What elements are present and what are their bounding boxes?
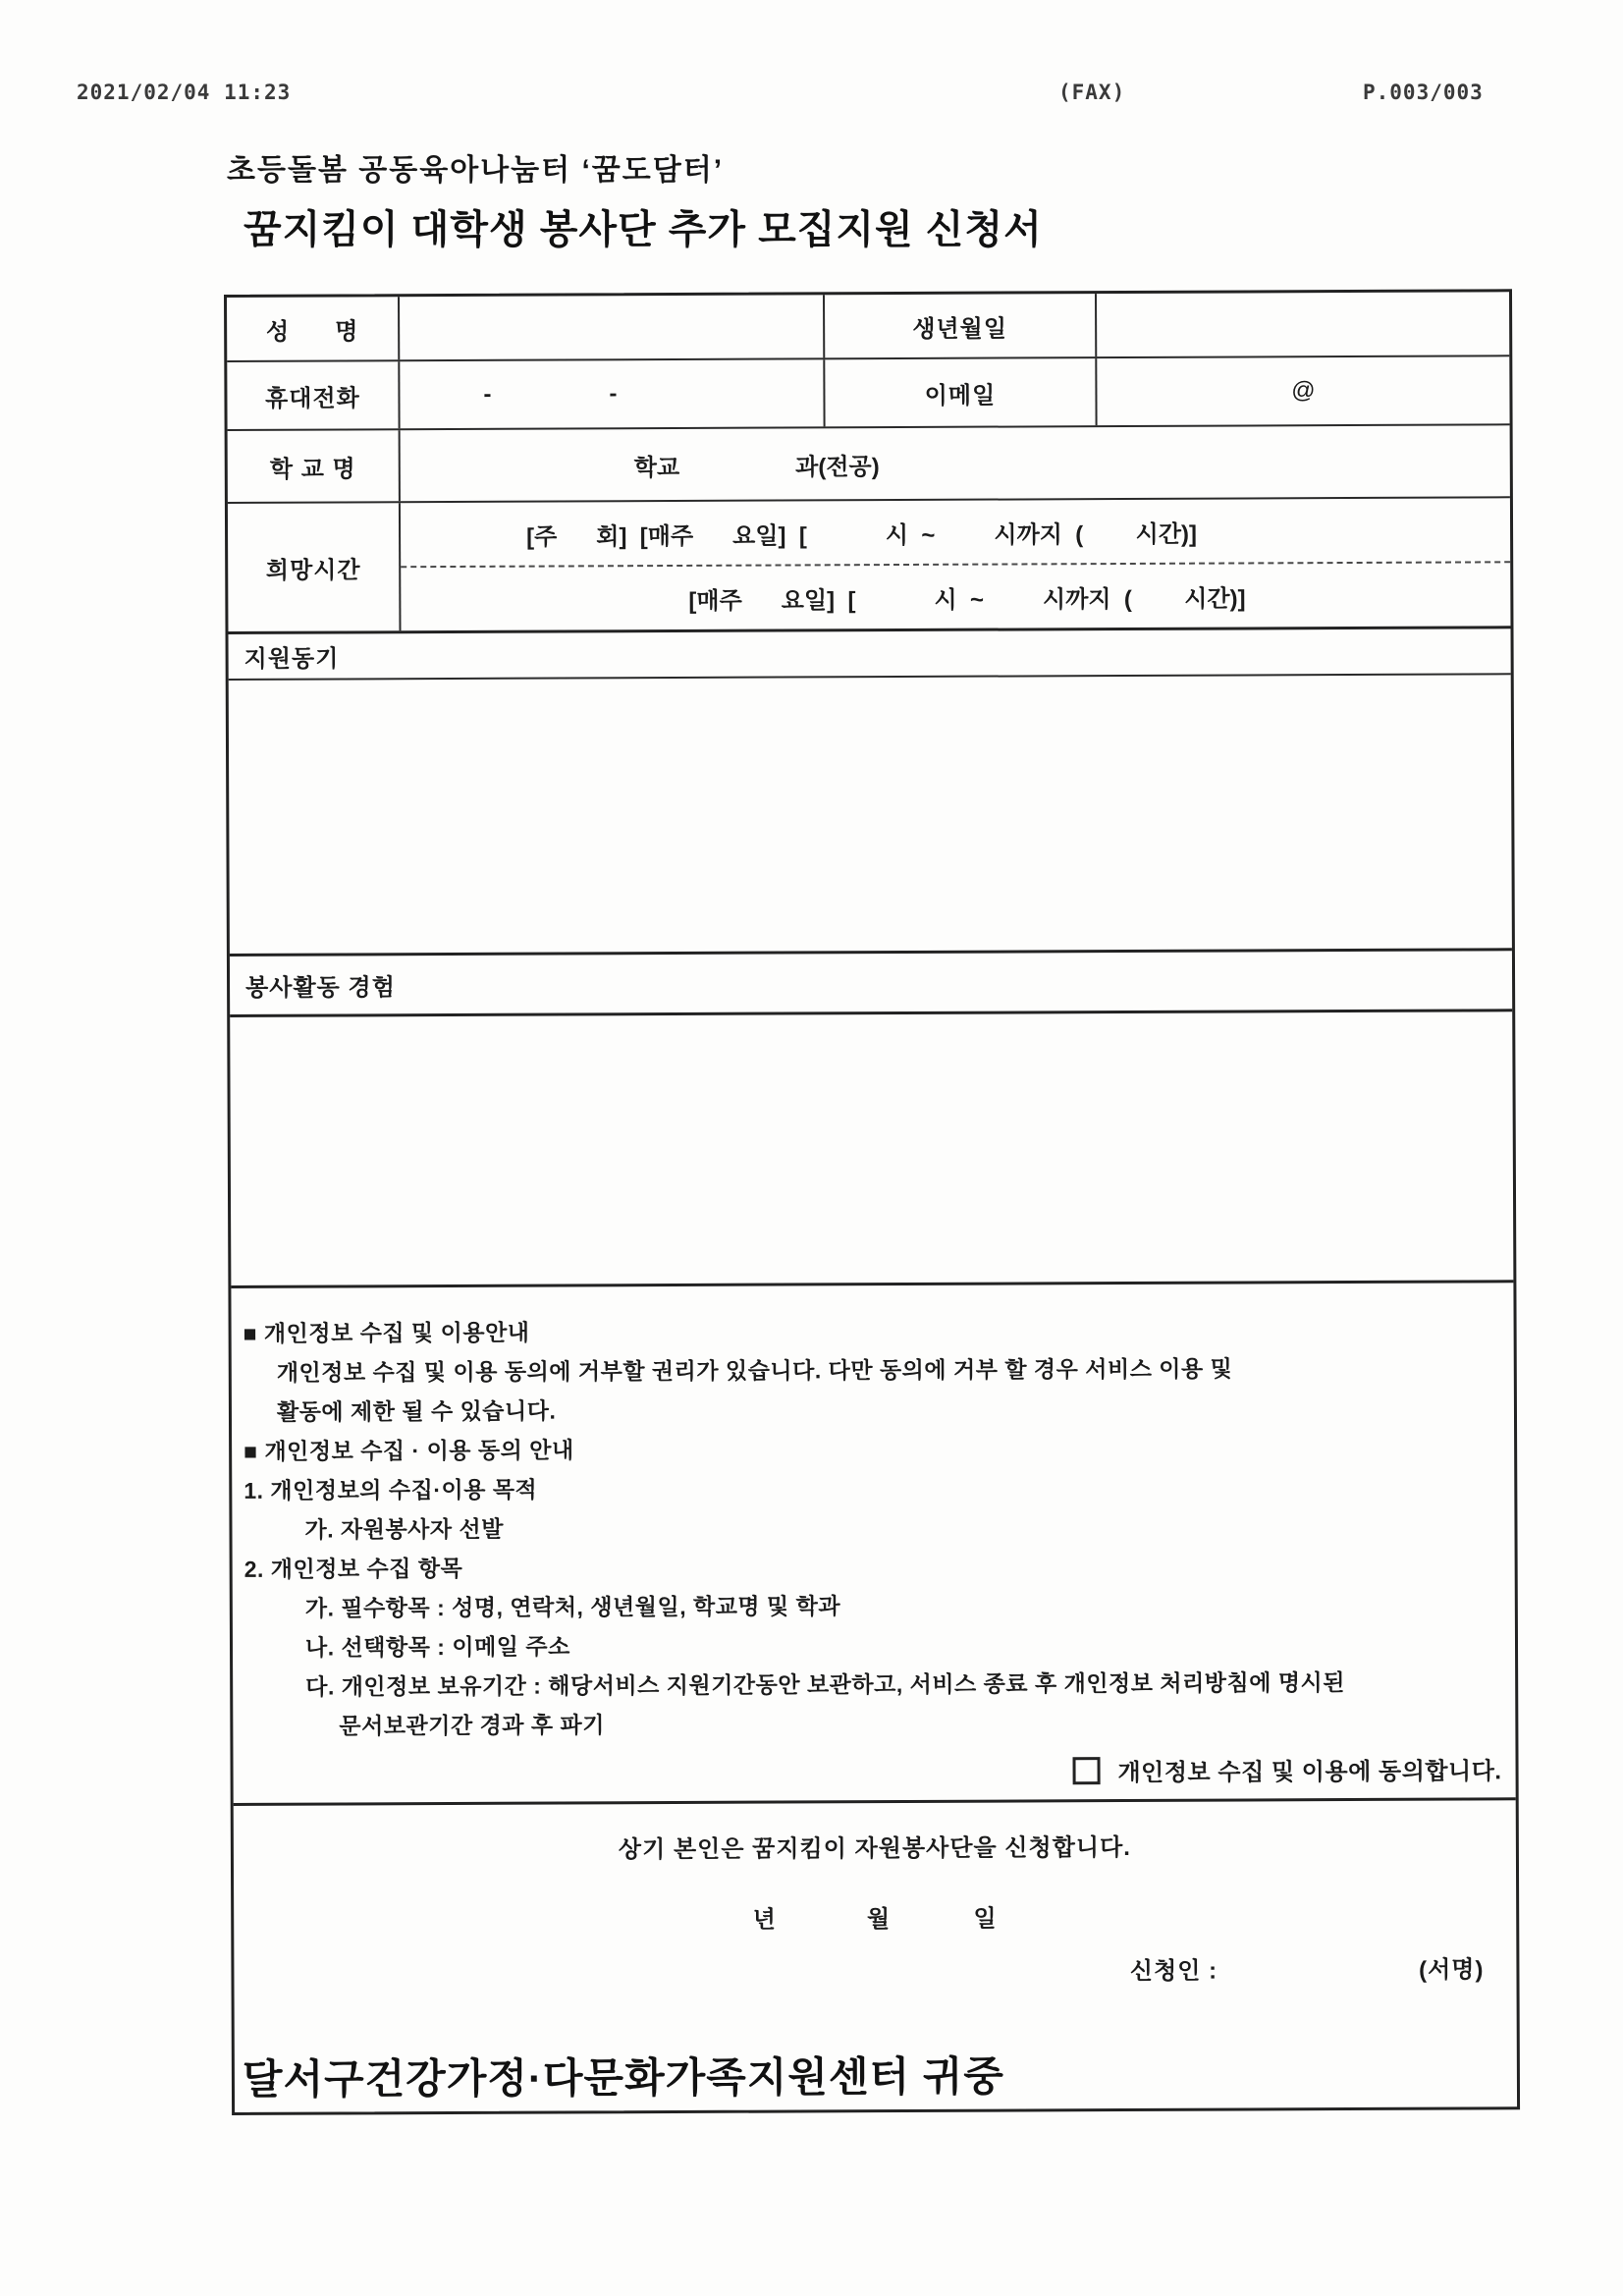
time-slot-2-input[interactable]: [매주 요일] [ 시 ~ 시까지 ( 시간)] (688, 584, 1246, 615)
fax-page-number: P.003/003 (1363, 81, 1484, 104)
declaration-text: 상기 본인은 꿈지킴이 자원봉사단을 신청합니다. (618, 1833, 1131, 1864)
row-school (228, 423, 1510, 502)
motivation-header: 지원동기 (228, 626, 1510, 679)
phone-input-cell[interactable]: - - (400, 359, 825, 428)
desired-time-cells (401, 498, 1511, 630)
row-name-birth (227, 292, 1509, 360)
school-label: 학 교 명 (228, 430, 401, 502)
privacy-line: ■ 개인정보 수집 및 이용안내 (243, 1319, 530, 1346)
consent-label: 개인정보 수집 및 이용에 동의합니다. (1117, 1758, 1502, 1787)
time-slot-1-input[interactable]: [주 회] [매주 요일] [ 시 ~ 시까지 ( 시간)] (401, 498, 1510, 568)
experience-input-area[interactable] (230, 1009, 1513, 1285)
email-input-cell[interactable]: @ (1291, 377, 1316, 405)
form-title: 꿈지킴이 대학생 봉사단 추가 모집지원 신청서 (243, 208, 1043, 251)
privacy-line: 1. 개인정보의 수집·이용 목적 (243, 1476, 538, 1503)
privacy-line: 개인정보 수집 및 이용 동의에 거부할 권리가 있습니다. 다만 동의에 거부 할 경우 서비스 이용 및 (276, 1355, 1233, 1386)
privacy-line: 문서보관기간 경과 후 파기 (339, 1712, 605, 1739)
privacy-line: ■ 개인정보 수집 · 이용 동의 안내 (243, 1437, 574, 1464)
signature-placeholder-label: (서명) (1419, 1956, 1485, 1984)
experience-header: 봉사활동 경험 (230, 948, 1512, 1014)
birthdate-label: 생년월일 (825, 294, 1097, 357)
signature-section (234, 1797, 1517, 2112)
major-suffix-label: 과(전공) (795, 453, 880, 480)
privacy-line: 2. 개인정보 수집 항목 (243, 1555, 463, 1582)
fax-label: (FAX) (1058, 81, 1126, 104)
org-title: 초등돌봄 공동육아나눔터 ‘꿈도담터’ (227, 154, 725, 187)
application-form (224, 289, 1520, 2115)
applicant-sign-row (1130, 1949, 1485, 1986)
name-label: 성 명 (227, 297, 400, 360)
name-input-cell[interactable] (400, 295, 825, 359)
fax-datetime: 2021/02/04 11:23 (77, 81, 292, 104)
desired-time-label: 희망시간 (228, 503, 402, 631)
applicant-label: 신청인 : (1129, 1957, 1218, 1985)
consent-row (1072, 1751, 1501, 1787)
recipient-org-text: 달서구건강가정·다문화가족지원센터 귀중 (242, 2052, 1004, 2103)
motivation-input-area[interactable] (229, 673, 1512, 954)
privacy-line: 다. 개인정보 보유기간 : 해당서비스 지원기간동안 보관하고, 서비스 종료 후 개인정보 처리방침에 명시된 (305, 1669, 1346, 1700)
consent-checkbox[interactable] (1072, 1757, 1100, 1784)
date-fill-line[interactable]: 년 월 일 (752, 1905, 998, 1934)
privacy-line: 가. 필수항목 : 성명, 연락처, 생년월일, 학교명 및 학과 (304, 1593, 841, 1621)
birthdate-input-cell[interactable] (1097, 292, 1509, 356)
school-suffix-label: 학교 (633, 454, 680, 481)
row-desired-time (228, 496, 1511, 631)
row-phone-email (227, 355, 1509, 429)
privacy-line: 가. 자원봉사자 선발 (304, 1515, 504, 1543)
phone-label: 휴대전화 (227, 361, 400, 429)
privacy-line: 나. 선택항목 : 이메일 주소 (304, 1633, 570, 1661)
privacy-line: 활동에 제한 될 수 있습니다. (276, 1397, 557, 1425)
email-label: 이메일 (825, 358, 1097, 426)
privacy-notice-section (231, 1280, 1515, 1803)
school-input-cell[interactable] (401, 425, 1510, 501)
